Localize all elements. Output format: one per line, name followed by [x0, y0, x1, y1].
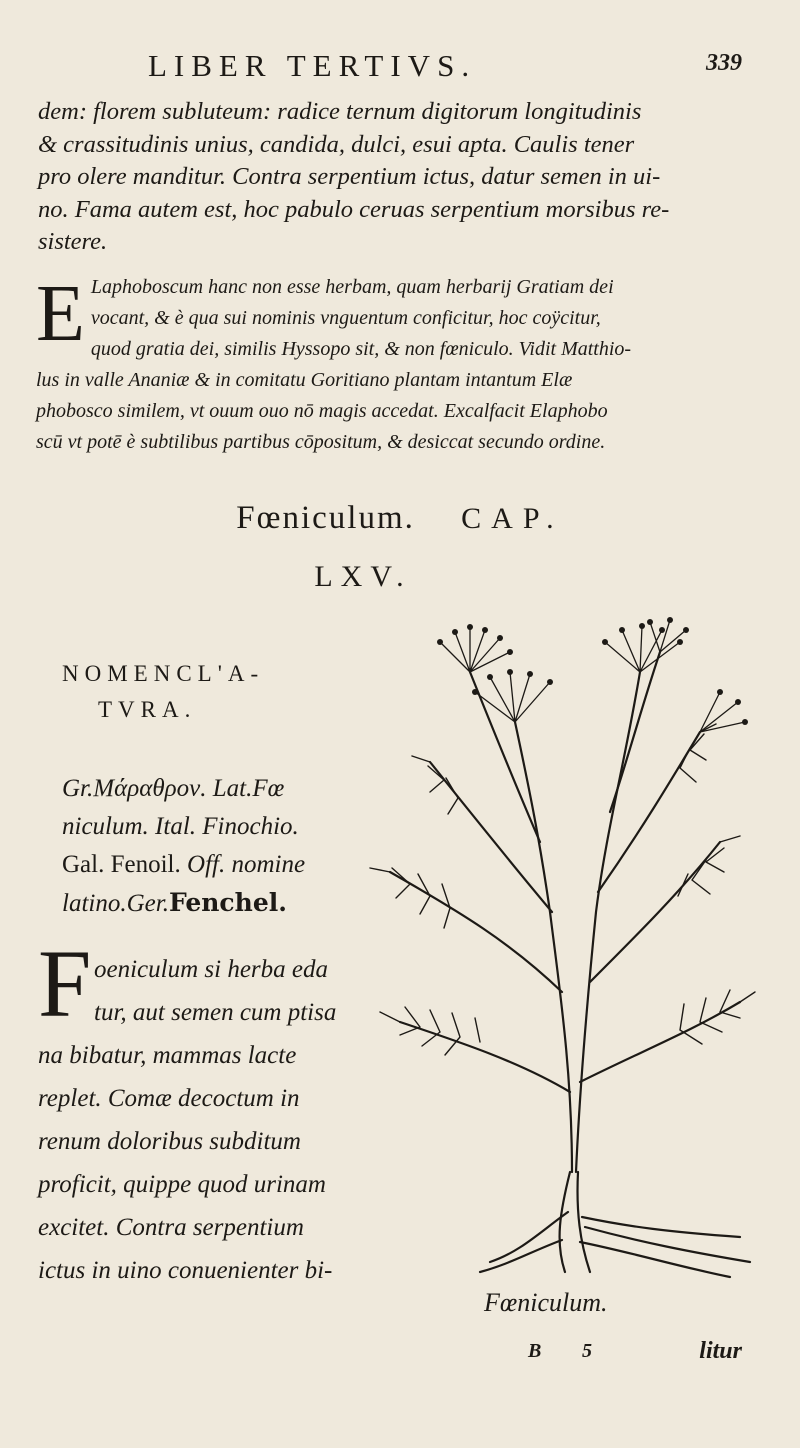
- text-line: pro olere manditur. Contra serpentium ictus, datur semen in ui-: [38, 163, 661, 190]
- text-line: proficit, quippe quod urinam: [38, 1171, 326, 1198]
- caption-text: Fœniculum.: [484, 1288, 608, 1317]
- catchword: litur: [699, 1338, 742, 1364]
- chapter-cap-label: CAP.: [461, 502, 564, 535]
- synonyms-block: [62, 770, 362, 923]
- text-line: oeniculum si herba eda: [94, 956, 328, 983]
- nomenclatura-heading: [62, 656, 342, 728]
- nomenclatura-line-2: TVRA.: [98, 697, 197, 722]
- french-label: Gal.: [62, 851, 105, 878]
- paragraph-1: [38, 96, 758, 259]
- latin-name-part: Fœ: [252, 775, 285, 802]
- synonym-line: [62, 770, 362, 808]
- chapter-number: LXV.: [314, 560, 412, 593]
- nomenclatura-line-1: NOMENCL'A-: [62, 661, 265, 686]
- greek-name: Μάραθρον.: [93, 775, 207, 802]
- chapter-heading: [0, 500, 800, 537]
- page-header: [0, 48, 800, 88]
- text-line: & crassitudinis unius, candida, dulci, esui apta. Caulis tener: [38, 130, 635, 158]
- synonym-line: [62, 808, 362, 846]
- drop-cap-initial: F: [38, 930, 92, 1037]
- german-name: Fenchel.: [168, 888, 287, 917]
- officinal-name: Off. nomine: [187, 851, 306, 878]
- italian-name: Finochio.: [202, 813, 299, 840]
- signature-letter: B: [528, 1340, 542, 1362]
- latin-label: Lat.: [212, 775, 253, 802]
- italian-label: Ital.: [155, 813, 197, 840]
- greek-label: Gr.: [62, 775, 94, 802]
- french-name: Fenoil.: [110, 851, 181, 878]
- text-line: no. Fama autem est, hoc pabulo ceruas serpentium morsibus re-: [38, 195, 670, 223]
- latin-name-part: niculum.: [62, 813, 149, 840]
- fennel-woodcut-icon: [340, 612, 760, 1292]
- text-line: replet. Comæ decoctum in: [38, 1085, 300, 1112]
- signature-number: 5: [582, 1340, 592, 1362]
- latino-text: latino.: [62, 890, 127, 917]
- text-line: scū vt potē è subtilibus partibus cōpositum, & desiccat secundo ordine.: [36, 431, 606, 453]
- running-title: LIBER TERTIVS.: [148, 48, 477, 83]
- text-line: ictus in uino conuenienter bi-: [38, 1257, 333, 1284]
- synonym-line: [62, 884, 362, 923]
- drop-cap-initial: E: [36, 270, 85, 358]
- text-line: na bibatur, mammas lacte: [38, 1042, 297, 1069]
- synonym-line: [62, 846, 362, 884]
- text-line: lus in valle Ananiæ & in comitatu Goritiano plantam intantum Elæ: [36, 369, 573, 391]
- text-line: dem: florem subluteum: radice ternum digitorum longitudinis: [38, 98, 642, 125]
- text-line: tur, aut semen cum ptisa: [94, 999, 337, 1026]
- text-line: Laphoboscum hanc non esse herbam, quam herbarij Gratiam dei: [90, 276, 614, 298]
- text-line: renum doloribus subditum: [38, 1128, 301, 1155]
- text-line: vocant, & è qua sui nominis vnguentum conficitur, hoc coÿcitur,: [90, 307, 601, 329]
- page-number: 339: [706, 50, 742, 76]
- paragraph-2: [36, 272, 756, 458]
- paragraph-3: [38, 948, 368, 1292]
- text-line: excitet. Contra serpentium: [38, 1214, 304, 1241]
- text-line: phobosco similem, vt ouum ouo nō magis accedat. Excalfacit Elaphobo: [36, 400, 608, 422]
- text-line: sistere.: [38, 228, 108, 255]
- chapter-title: Fœniculum.: [236, 500, 415, 536]
- german-label: Ger.: [126, 890, 169, 917]
- text-line: quod gratia dei, similis Hyssopo sit, & non fœniculo. Vidit Matthio-: [90, 338, 632, 360]
